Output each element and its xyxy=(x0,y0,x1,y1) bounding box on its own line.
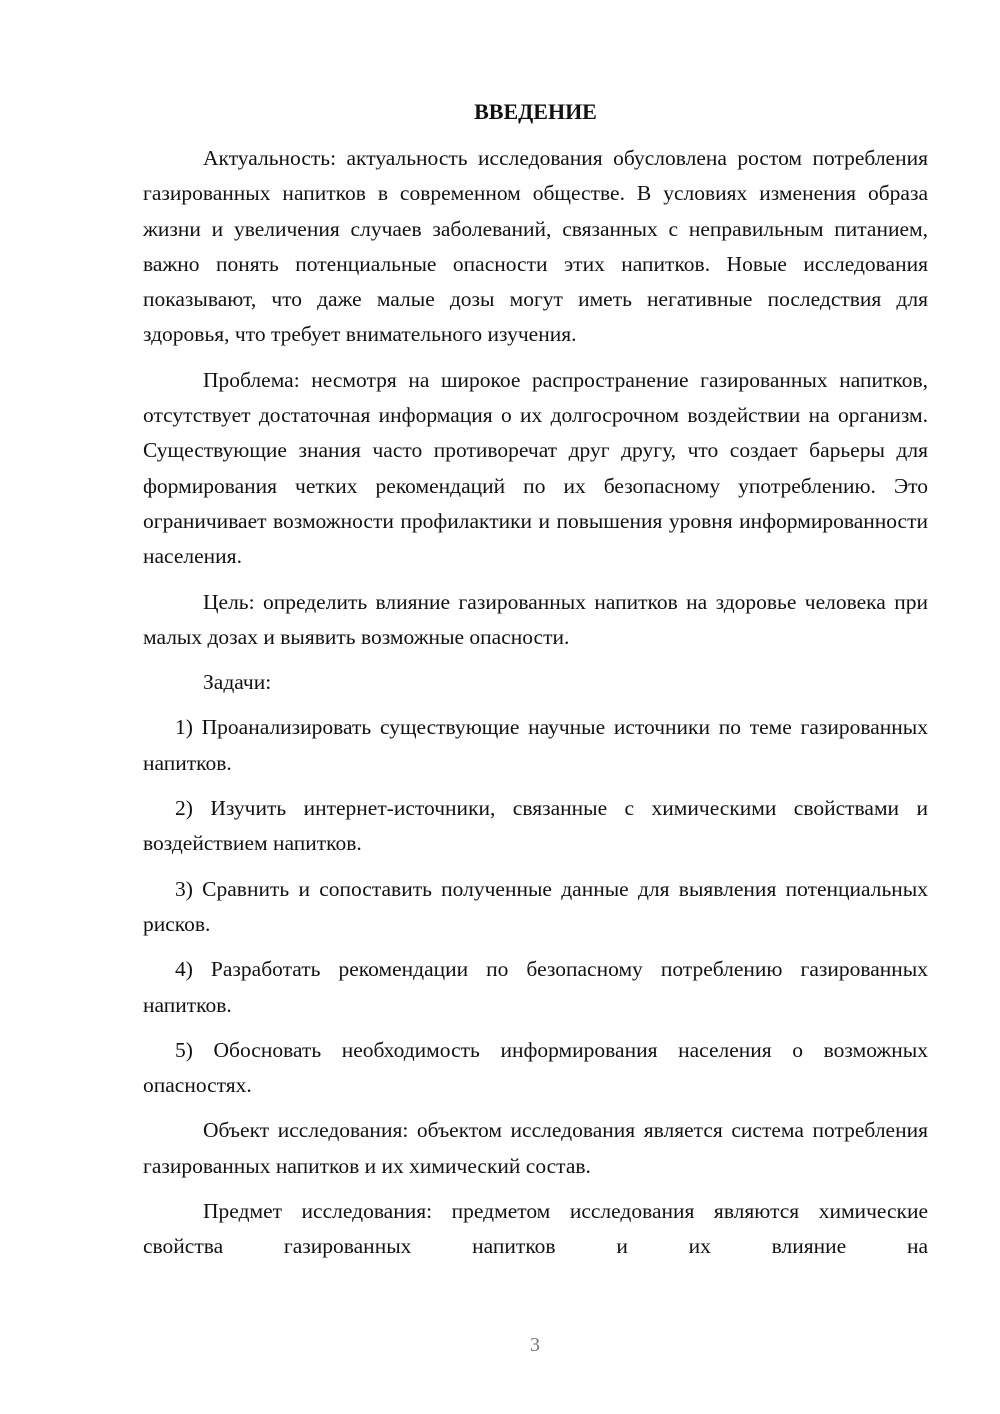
page-content xyxy=(143,94,928,1275)
task-item-2: 2) Изучить интернет-источники, связанные с химическими свойствами и воздействием напитков. xyxy=(143,796,928,856)
page-heading: ВВЕДЕНИЕ xyxy=(474,99,597,124)
task-item-5: 5) Обосновать необходимость информирования населения о возможных опасностях. xyxy=(143,1037,928,1098)
task-item-4: 4) Разработать рекомендации по безопасному потреблению газированных напитков. xyxy=(143,957,928,1017)
tasks-label: Задачи: xyxy=(203,670,272,695)
page-number: 3 xyxy=(530,1334,540,1356)
paragraph-relevance: Актуальность: актуальность исследования обусловлена ростом потребления газированных напитков в современном обществе. В условиях изменения образа жизни и увеличения случаев заболеваний, связанных с неправильным питанием, важно понять потенциальные опасности этих напитков. Новые исследования показывают, что даже малые дозы могут иметь негативные последствия для здоровья, что требует внимательного изучения. xyxy=(143,146,928,347)
paragraph-subject: Предмет исследования: предметом исследования являются химические свойства газированных напитков и их влияние на xyxy=(143,1199,928,1259)
paragraph-goal: Цель: определить влияние газированных напитков на здоровье человека при малых дозах и выявить возможные опасности. xyxy=(143,589,928,649)
paragraph-problem: Проблема: несмотря на широкое распространение газированных напитков, отсутствует достаточная информация о их долгосрочном воздействии на организм. Существующие знания часто противоречат друг другу, что создает барьеры для формирования четких рекомендаций по их безопасному употреблению. Это ограничивает возможности профилактики и повышения уровня информированности населения. xyxy=(143,367,928,569)
paragraph-object: Объект исследования: объектом исследования является система потребления газированных напитков и их химический состав. xyxy=(143,1118,928,1178)
task-item-3: 3) Сравнить и сопоставить полученные данные для выявления потенциальных рисков. xyxy=(143,876,928,936)
task-item-1: 1) Проанализировать существующие научные источники по теме газированных напитков. xyxy=(143,715,928,775)
